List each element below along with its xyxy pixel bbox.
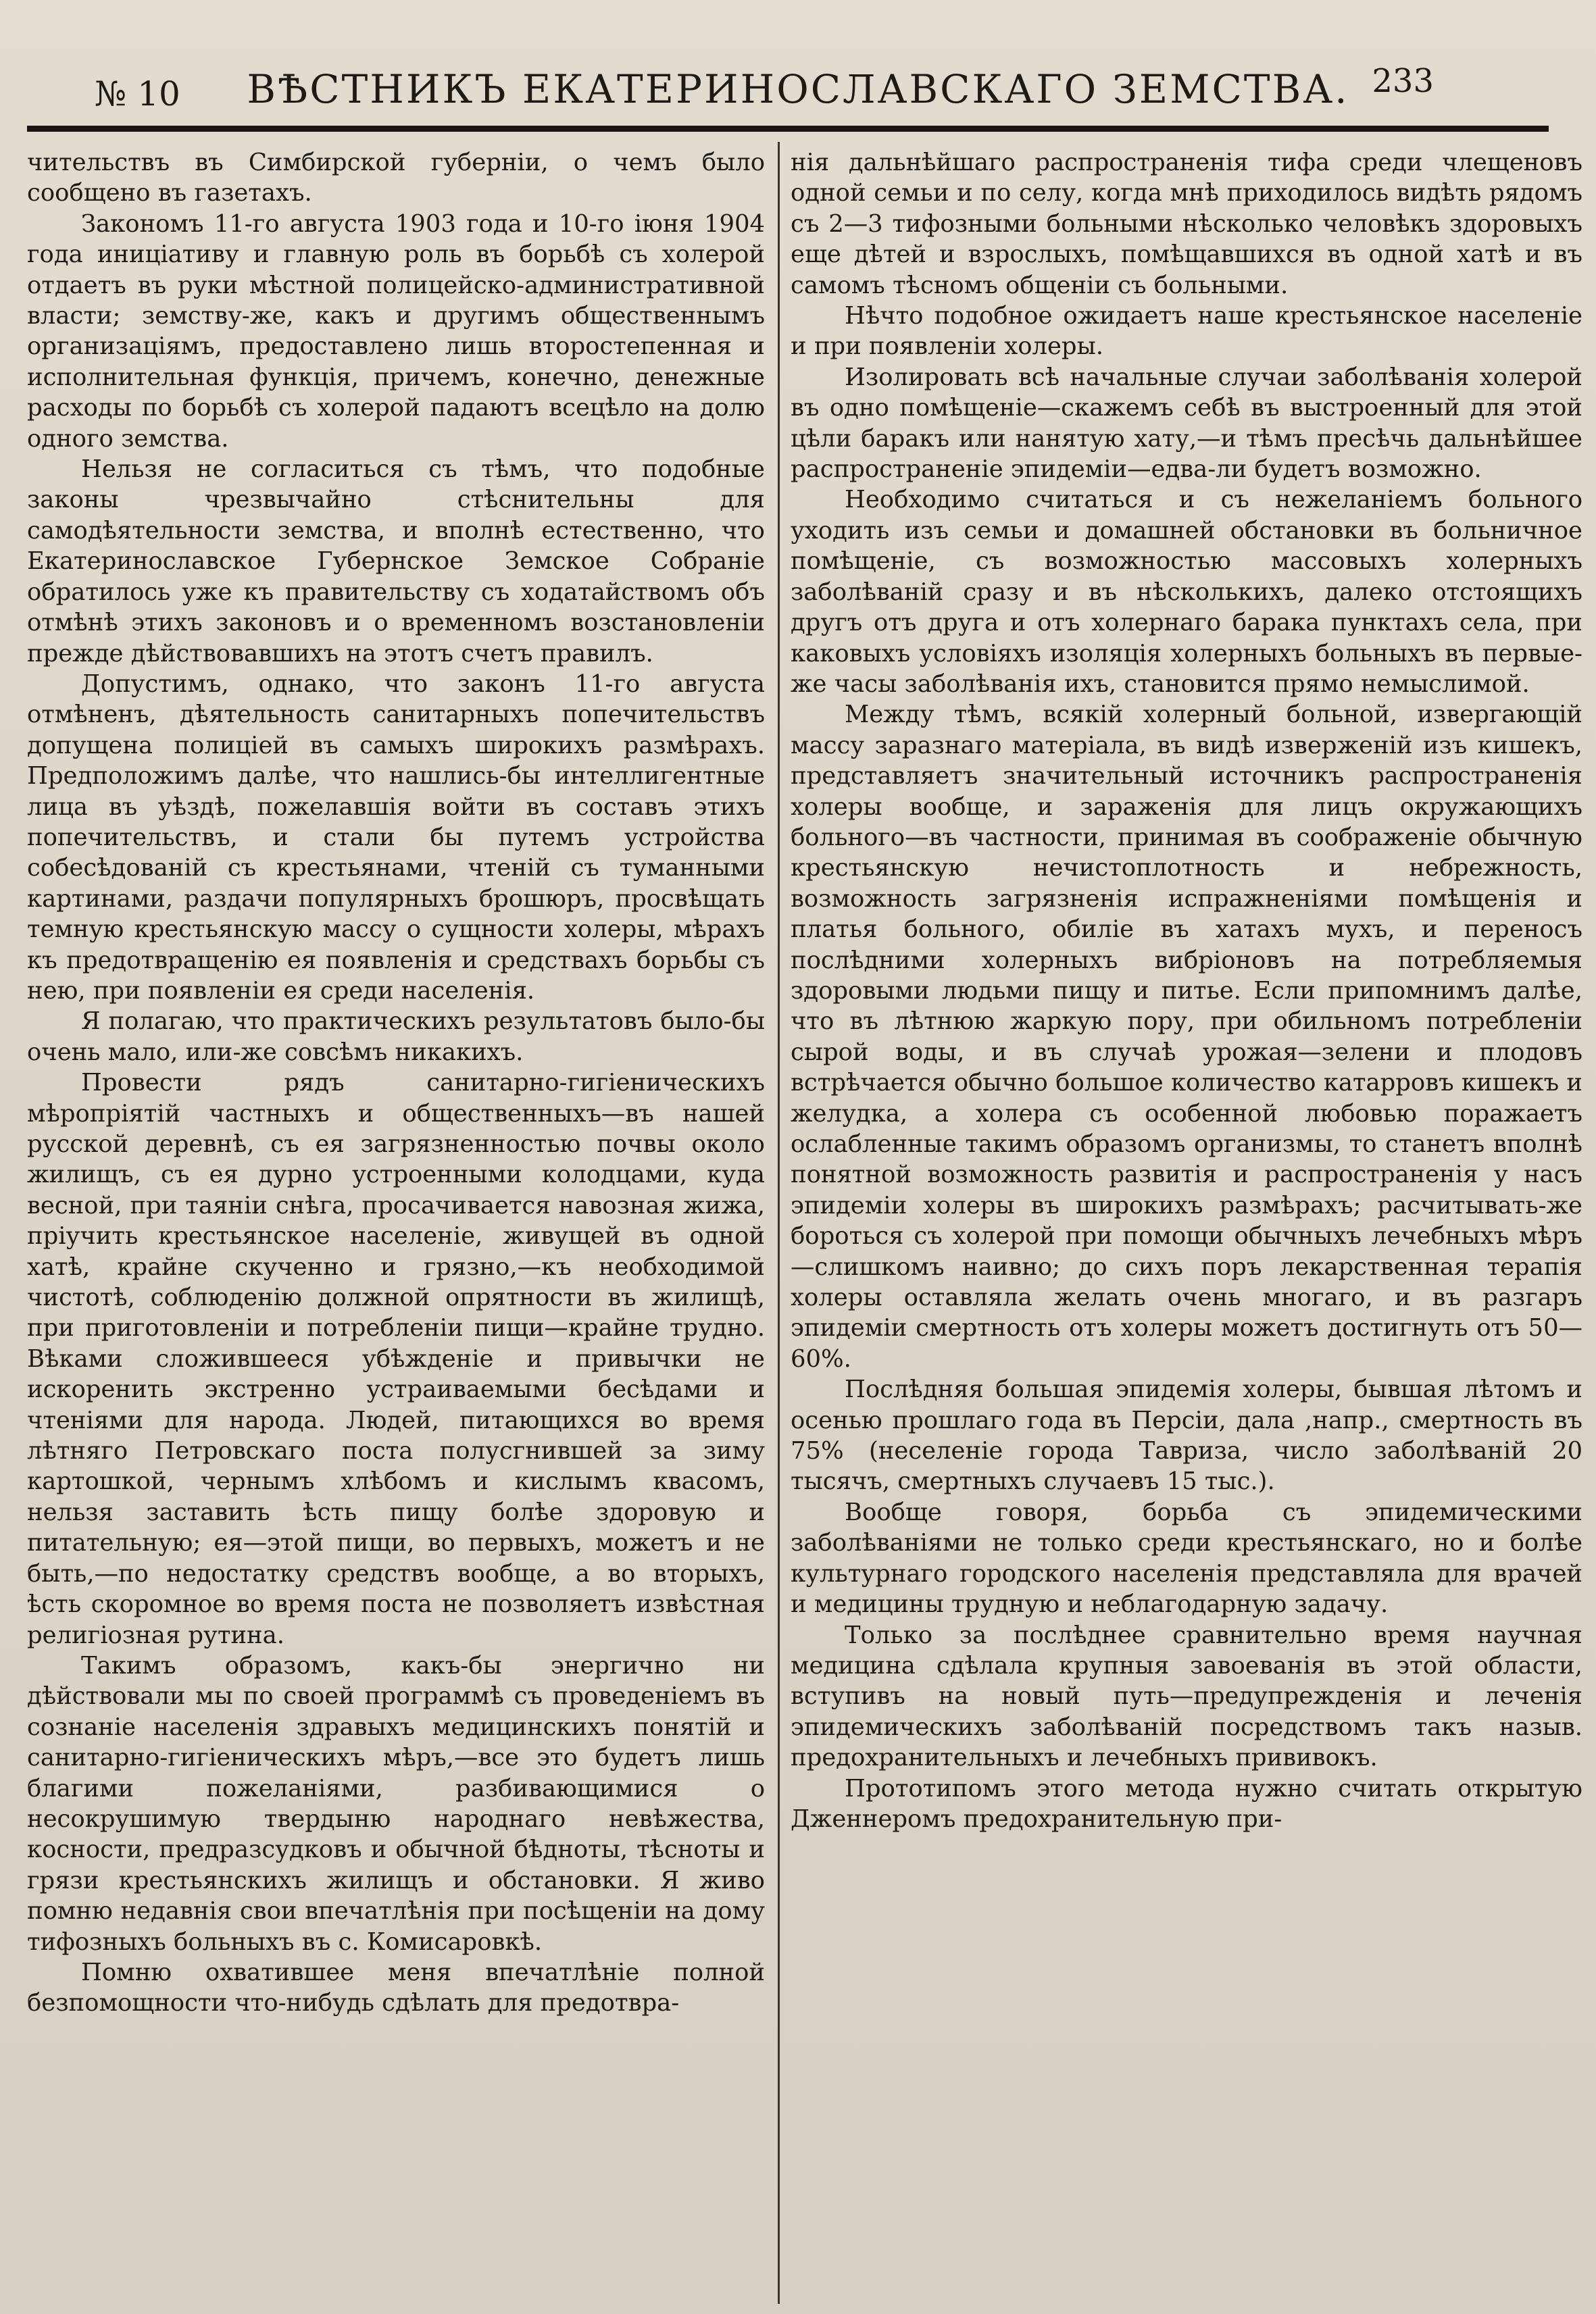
page-header [27, 47, 1569, 122]
column-divider [778, 142, 780, 2304]
paragraph: Между тѣмъ, всякій холерный больной, извергающій массу заразнаго матеріала, въ видѣ изверженій изъ кишекъ, представляетъ значительный источникъ распространенія холеры вообще, и зараженія для лицъ окружающихъ больного—въ частности, принимая въ соображеніе обычную крестьянскую нечистоплотность и небрежность, возможность загрязненія испражненіями помѣщенія и платья больного, обиліе въ хатахъ мухъ, и переносъ послѣдними холерныхъ вибріоновъ на потребляемыя здоровыми людьми пищу и питье. Если припомнимъ далѣе, что въ лѣтнюю жаркую пору, при обильномъ потребленіи сырой воды, и въ случаѣ урожая—зелени и плодовъ встрѣчается обычно большое количество катарровъ кишекъ и желудка, а холера съ особенной любовью поражаетъ ослабленные такимъ образомъ организмы, то станетъ вполнѣ понятной возможность развитія и распространенія у насъ эпидеміи холеры въ широкихъ размѣрахъ; расчитывать-же бороться съ холерой при помощи обычныхъ лечебныхъ мѣръ—слишкомъ наивно; до сихъ поръ лекарственная терапія холеры оставляла желать очень многаго, и въ разгаръ эпидеміи смертность отъ холеры можетъ достигнуть отъ 50—60%. [791, 701, 1582, 1373]
paragraph: Допустимъ, однако, что законъ 11-го августа отмѣненъ, дѣятельность санитарныхъ попечительствъ допущена полиціей въ самыхъ широкихъ размѣрахъ. Предположимъ далѣе, что нашлись-бы интеллигентные лица въ уѣздѣ, пожелавшія войти въ составъ этихъ попечительствъ, и стали бы путемъ устройства собесѣдованій съ крестьянами, чтеній съ туманными картинами, раздачи популярныхъ брошюръ, просвѣщать темную крестьянскую массу о сущности холеры, мѣрахъ къ предотвращенію ея появленія и средствахъ борьбы съ нею, при появленіи ея среди населенія. [27, 670, 765, 1005]
paragraph: Вообще говоря, борьба съ эпидемическими заболѣваніями не только среди крестьянскаго, но и болѣе культурнаго городского населенія представляла для врачей и медицины трудную и неблагодарную задачу. [791, 1498, 1582, 1619]
right-column [791, 147, 1582, 2299]
issue-number: № 10 [95, 74, 180, 114]
journal-title: ВѢСТНИКЪ ЕКАТЕРИНОСЛАВСКАГО ЗЕМСТВА. [247, 66, 1349, 112]
left-column [27, 147, 765, 2299]
paragraph: Такимъ образомъ, какъ-бы энергично ни дѣйствовали мы по своей программѣ съ проведеніемъ въ сознаніе населенія здравыхъ медицинскихъ понятій и санитарно-гигіеническихъ мѣръ,—все это будетъ лишь благими пожеланіями, разбивающимися о несокрушимую твердыню народнаго невѣжества, косности, предразсудковъ и обычной бѣдноты, тѣсноты и грязи крестьянскихъ жилищъ и обстановки. Я живо помню недавнія свои впечатлѣнія при посѣщеніи на дому тифозныхъ больныхъ въ с. Комисаровкѣ. [27, 1651, 765, 1956]
paragraph: Изолировать всѣ начальные случаи заболѣванія холерой въ одно помѣщеніе—скажемъ себѣ въ выстроенный для этой цѣли баракъ или нанятую хату,—и тѣмъ пресѣчь дальнѣйшее распространеніе эпидеміи—едва-ли будетъ возможно. [791, 363, 1582, 484]
paragraph: Провести рядъ санитарно-гигіеническихъ мѣропріятій частныхъ и общественныхъ—въ нашей русской деревнѣ, съ ея загрязненностью почвы около жилищъ, съ ея дурно устроенными колодцами, куда весной, при таяніи снѣга, просачивается навозная жижа, пріучить крестьянское населеніе, живущей въ одной хатѣ, крайне скученно и грязно,—къ необходимой чистотѣ, соблюденію должной опрятности въ жилищѣ, при приготовленіи и потребленіи пищи—крайне трудно. Вѣками сложившееся убѣжденіе и привычки не искоренить экстренно устраиваемыми бесѣдами и чтеніями для народа. Людей, питающихся во время лѣтняго Петровскаго поста полусгнившей за зиму картошкой, чернымъ хлѣбомъ и кислымъ квасомъ, нельзя заставить ѣсть пищу болѣе здоровую и питательную; ея—этой пищи, во первыхъ, можетъ и не быть,—по недостатку средствъ вообще, а во вторыхъ, ѣсть скоромное во время поста не позволяетъ извѣстная религіозная рутина. [27, 1069, 765, 1649]
page-number: 233 [1372, 62, 1434, 100]
paragraph: Послѣдняя большая эпидемія холеры, бывшая лѣтомъ и осенью прошлаго года въ Персіи, дала ,напр., смертность въ 75% (неселеніе города Тавриза, число заболѣваній 20 тысячъ, смертныхъ случаевъ 15 тыс.). [791, 1376, 1582, 1496]
paragraph: Необходимо считаться и съ нежеланіемъ больного уходить изъ семьи и домашней обстановки въ больничное помѣщеніе, съ возможностью массовыхъ холерныхъ заболѣваній сразу и въ нѣсколькихъ, далеко отстоящихъ другъ отъ друга и отъ холернаго барака пунктахъ села, при каковыхъ условіяхъ изоляція холерныхъ больныхъ въ первые-же часы заболѣванія ихъ, становится прямо немыслимой. [791, 486, 1582, 698]
paragraph: Только за послѣднее сравнительно время научная медицина сдѣлала крупныя завоеванія въ этой области, вступивъ на новый путь—предупрежденія и леченія эпидемическихъ заболѣваній посредствомъ такъ назыв. предохранительныхъ и лечебныхъ прививокъ. [791, 1621, 1582, 1772]
paragraph: Прототипомъ этого метода нужно считать открытую Дженнеромъ предохранительную при- [791, 1774, 1582, 1833]
paragraph: Нельзя не согласиться съ тѣмъ, что подобные законы чрезвычайно стѣснительны для самодѣятельности земства, и вполнѣ естественно, что Екатеринославское Губернское Земское Собраніе обратилось уже къ правительству съ ходатайствомъ объ отмѣнѣ этихъ законовъ и о временномъ возстановленіи прежде дѣйствовавшихъ на этотъ счетъ правилъ. [27, 455, 765, 668]
header-rule [27, 126, 1549, 132]
paragraph: Помню охватившее меня впечатлѣніе полной безпомощности что-нибудь сдѣлать для предотвра- [27, 1958, 765, 2017]
paragraph: нія дальнѣйшаго распространенія тифа среди члещеновъ одной семьи и по селу, когда мнѣ приходилось видѣть рядомъ съ 2—3 тифозными больными нѣсколько человѣкъ здоровыхъ еще дѣтей и взрослыхъ, помѣщавшихся въ одной хатѣ и въ самомъ тѣсномъ общеніи съ больными. [791, 149, 1582, 299]
paragraph: Я полагаю, что практическихъ результатовъ было-бы очень мало, или-же совсѣмъ никакихъ. [27, 1007, 765, 1066]
paragraph: Закономъ 11-го августа 1903 года и 10-го іюня 1904 года иниціативу и главную роль въ борьбѣ съ холерой отдаетъ въ руки мѣстной полицейско-административной власти; земству-же, какъ и другимъ общественнымъ организаціямъ, предоставлено лишь второстепенная и исполнительная функція, причемъ, конечно, денежные расходы по борьбѣ съ холерой падаютъ всецѣло на долю одного земства. [27, 209, 765, 453]
paragraph: чительствъ въ Симбирской губерніи, о чемъ было сообщено въ газетахъ. [27, 149, 765, 207]
paragraph: Нѣчто подобное ожидаетъ наше крестьянское населеніе и при появленіи холеры. [791, 302, 1582, 361]
